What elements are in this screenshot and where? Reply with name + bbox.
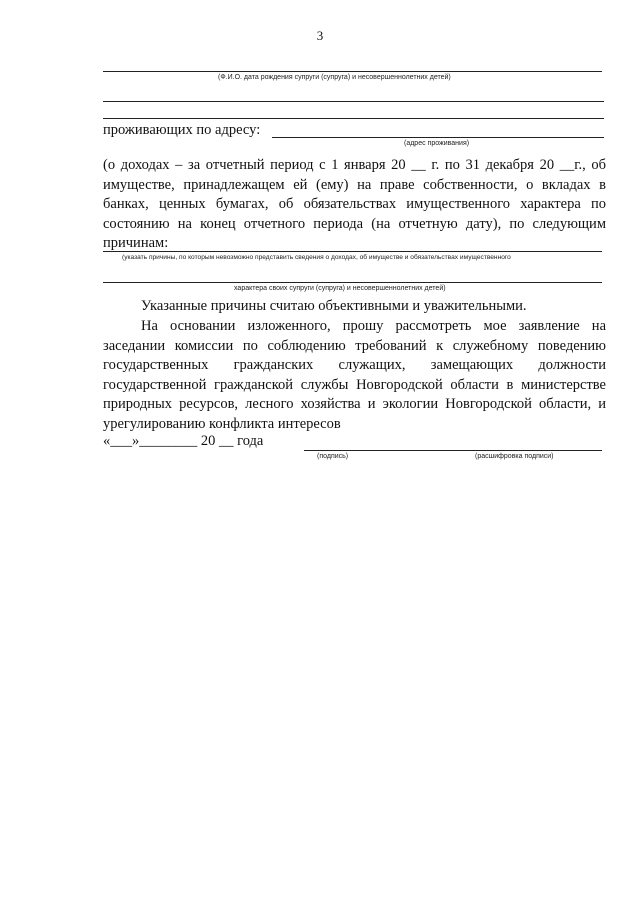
reasons-caption-2: характера своих супруги (супруга) и несовершеннолетних детей) xyxy=(234,285,446,292)
period-line-1: (о доходах – за отчетный период с 1 января 20 __ г. по 31 декабря 20 __г., об xyxy=(103,157,606,173)
signature-line[interactable] xyxy=(304,450,602,451)
request-line-5: природных ресурсов, лесного хозяйства и экологии Новгородской области, и xyxy=(103,396,606,412)
request-line-1: На основании изложенного, прошу рассмотреть мое заявление на xyxy=(141,318,606,334)
request-line-3: государственных гражданских служащих, замещающих должности xyxy=(103,357,606,373)
request-line-4: государственной гражданской службы Новгородской области в министерстве xyxy=(103,376,606,393)
signature-decode-caption: (расшифровка подписи) xyxy=(475,453,554,460)
fio-line[interactable] xyxy=(103,71,602,72)
reasons-line-2[interactable] xyxy=(103,282,602,283)
reasons-line[interactable] xyxy=(103,251,602,252)
period-line-3: банках, ценных бумагах, об обязательствах имущественного характера по xyxy=(103,196,606,212)
page-number: 3 xyxy=(316,28,324,43)
period-line-5: причинам: xyxy=(103,235,169,251)
fio-caption: (Ф.И.О. дата рождения супруги (супруга) и несовершеннолетних детей) xyxy=(218,74,451,81)
address-line[interactable] xyxy=(272,137,604,138)
request-line-6: урегулированию конфликта интересов xyxy=(103,415,341,432)
fio-line-3[interactable] xyxy=(103,118,604,119)
address-label: проживающих по адресу: xyxy=(103,122,261,138)
request-paragraph xyxy=(103,317,606,434)
objective-text: Указанные причины считаю объективными и уважительными. xyxy=(141,298,527,314)
signature-caption: (подпись) xyxy=(317,453,349,460)
reasons-caption-1: (указать причины, по которым невозможно представить сведения о доходах, об имуществе и обязательствах имущественного xyxy=(122,254,511,261)
address-caption: (адрес проживания) xyxy=(404,140,470,147)
fio-line-2[interactable] xyxy=(103,101,604,102)
request-line-2: заседании комиссии по соблюдению требований к служебному поведению xyxy=(103,337,606,354)
date-line[interactable]: «___»________ 20 __ года xyxy=(103,433,264,449)
period-paragraph xyxy=(103,156,606,254)
period-line-4: состоянию на конец отчетного периода (на отчетную дату), по следующим xyxy=(103,215,606,232)
period-line-2: имуществе, принадлежащем ей (ему) на праве собственности, о вкладах в xyxy=(103,176,606,193)
